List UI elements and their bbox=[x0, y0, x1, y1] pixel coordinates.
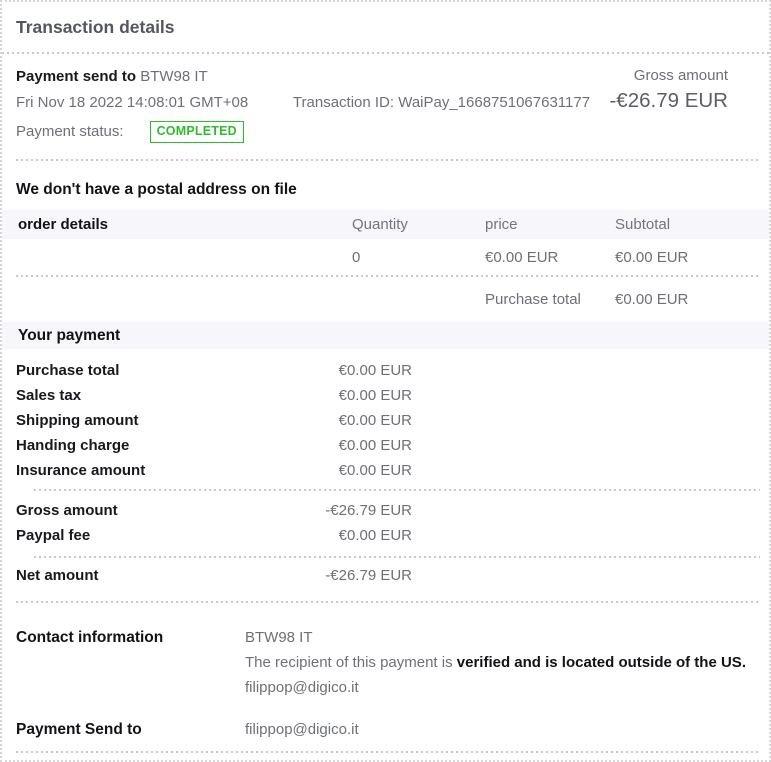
divider bbox=[16, 751, 760, 753]
payment-line-label: Handing charge bbox=[16, 437, 130, 454]
page-header bbox=[2, 2, 769, 52]
status-badge: COMPLETED bbox=[150, 121, 244, 143]
paypal-fee-row bbox=[16, 523, 412, 548]
payment-line-value: €0.00 EUR bbox=[338, 437, 412, 454]
payment-line-value: €0.00 EUR bbox=[338, 387, 412, 404]
payment-send-to-value: BTW98 IT bbox=[140, 68, 208, 85]
payment-line bbox=[16, 358, 412, 383]
col-quantity: Quantity bbox=[352, 216, 408, 233]
postal-notice-section bbox=[2, 181, 769, 199]
payment-status-label: Payment status: bbox=[16, 123, 124, 140]
net-row-label: Net amount bbox=[16, 567, 99, 584]
payment-line-label: Purchase total bbox=[16, 362, 120, 379]
row-subtotal: €0.00 EUR bbox=[615, 248, 689, 266]
contact-email: filippop@digico.it bbox=[245, 679, 359, 696]
purchase-total-row bbox=[2, 277, 769, 321]
your-payment-lines bbox=[2, 358, 769, 483]
divider bbox=[34, 489, 760, 491]
payment-line bbox=[16, 383, 412, 408]
payment-send-to-bottom-label: Payment Send to bbox=[16, 721, 142, 738]
payment-send-to-label: Payment send to bbox=[16, 68, 137, 85]
row-price: €0.00 EUR bbox=[485, 248, 559, 266]
transaction-id: Transaction ID: WaiPay_1668751067631177 bbox=[292, 94, 591, 111]
postal-notice: We don't have a postal address on file bbox=[16, 181, 297, 198]
contact-label: Contact information bbox=[16, 629, 164, 646]
payment-line-value: €0.00 EUR bbox=[338, 362, 412, 379]
transaction-date: Fri Nov 18 2022 14:08:01 GMT+08 bbox=[16, 94, 249, 111]
col-subtotal: Subtotal bbox=[615, 216, 671, 233]
contact-information-section bbox=[2, 625, 769, 700]
contact-note bbox=[245, 650, 760, 675]
contact-name: BTW98 IT bbox=[245, 629, 313, 646]
divider bbox=[16, 159, 760, 161]
table-row bbox=[2, 239, 769, 275]
fee-row-value: €0.00 EUR bbox=[338, 527, 412, 544]
gross-amount-value: -€26.79 EUR bbox=[609, 89, 728, 112]
divider bbox=[16, 601, 760, 603]
col-price: price bbox=[485, 216, 518, 233]
col-order-details: order details bbox=[18, 216, 109, 233]
contact-details bbox=[245, 625, 760, 700]
gross-row-label: Gross amount bbox=[16, 502, 118, 519]
payment-line-label: Sales tax bbox=[16, 387, 82, 404]
row-quantity: 0 bbox=[352, 248, 361, 266]
payment-line bbox=[16, 408, 412, 433]
payment-line-value: €0.00 EUR bbox=[338, 462, 412, 479]
your-payment-section bbox=[2, 322, 769, 603]
fee-row-label: Paypal fee bbox=[16, 527, 91, 544]
gross-amount-block bbox=[609, 64, 728, 114]
payment-line-value: €0.00 EUR bbox=[338, 412, 412, 429]
your-payment-title: Your payment bbox=[18, 326, 121, 344]
net-amount-row bbox=[16, 563, 412, 588]
payment-send-to-section bbox=[2, 717, 769, 742]
payment-line bbox=[16, 433, 412, 458]
contact-note-bold: verified and is located outside of the US. bbox=[456, 654, 746, 671]
payment-status-line bbox=[16, 116, 760, 148]
gross-amount-label: Gross amount bbox=[633, 67, 728, 84]
purchase-total-value: €0.00 EUR bbox=[615, 290, 689, 308]
summary-section bbox=[2, 54, 769, 159]
divider bbox=[34, 556, 760, 558]
gross-row-value: -€26.79 EUR bbox=[325, 502, 412, 519]
purchase-total-label: Purchase total bbox=[485, 290, 581, 308]
order-table bbox=[2, 210, 769, 321]
page-title: Transaction details bbox=[16, 16, 175, 37]
net-row-value: -€26.79 EUR bbox=[325, 567, 412, 584]
payment-line-label: Insurance amount bbox=[16, 462, 146, 479]
order-table-header bbox=[2, 210, 769, 239]
contact-note-prefix: The recipient of this payment is bbox=[245, 654, 457, 671]
payment-send-to-bottom-email: filippop@digico.it bbox=[245, 721, 359, 738]
payment-line-label: Shipping amount bbox=[16, 412, 139, 429]
payment-line bbox=[16, 458, 412, 483]
gross-amount-row bbox=[16, 498, 412, 523]
your-payment-header bbox=[2, 322, 769, 349]
